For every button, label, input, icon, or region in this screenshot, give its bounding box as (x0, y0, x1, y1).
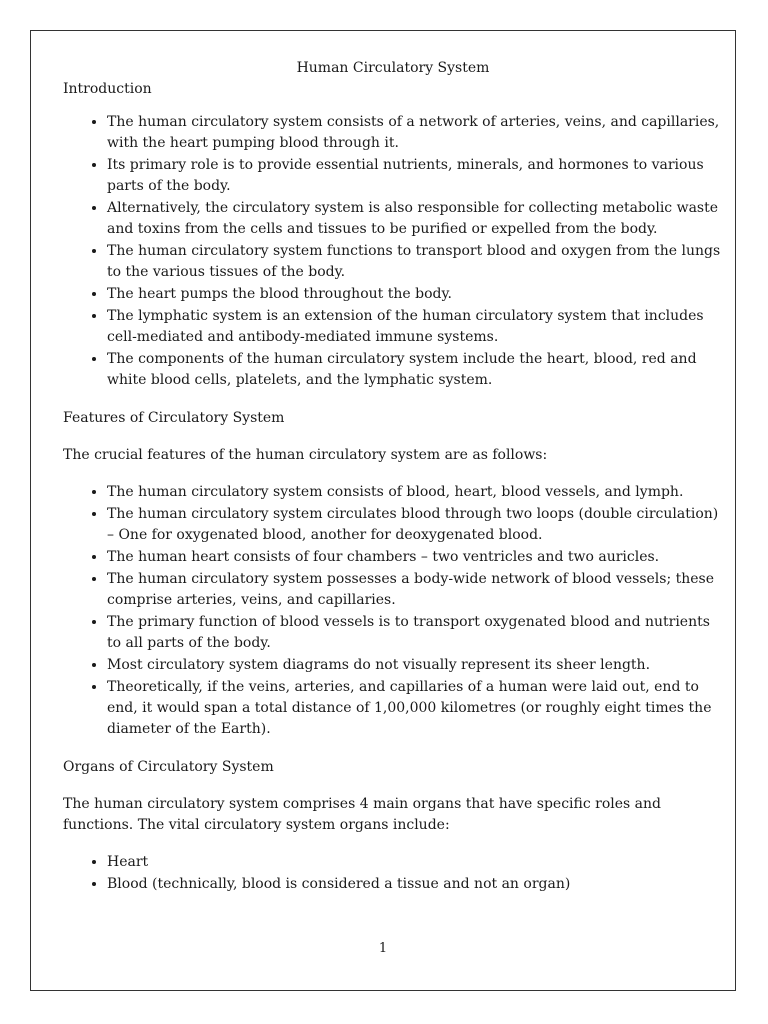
list-item: • The heart pumps the blood throughout the body. (107, 284, 723, 305)
features-list (63, 482, 723, 740)
list-item: • The human circulatory system consists of blood, heart, blood vessels, and lymph. (107, 482, 723, 503)
list-item: • The lymphatic system is an extension of the human circulatory system that includes cell-mediated and antibody-mediated immune systems. (107, 306, 723, 348)
list-item: • The human circulatory system consists of a network of arteries, veins, and capillaries, with the heart pumping blood through it. (107, 112, 723, 154)
section-heading-features: Features of Circulatory System (63, 410, 285, 426)
document-page (30, 30, 736, 991)
list-item: • Its primary role is to provide essential nutrients, minerals, and hormones to various parts of the body. (107, 155, 723, 197)
list-item: • Theoretically, if the veins, arteries, and capillaries of a human were laid out, end to end, it would span a total distance of 1,00,000 kilometres (or roughly eight times the diameter of the Earth). (107, 677, 723, 740)
section-heading-introduction: Introduction (63, 81, 152, 97)
list-item: • Most circulatory system diagrams do not visually represent its sheer length. (107, 655, 723, 676)
list-item: • Blood (technically, blood is considered a tissue and not an organ) (107, 874, 723, 895)
list-item: • The human circulatory system possesses a body-wide network of blood vessels; these comprise arteries, veins, and capillaries. (107, 569, 723, 611)
features-intro: The crucial features of the human circulatory system are as follows: (63, 447, 548, 463)
introduction-list (63, 112, 723, 391)
document-title: Human Circulatory System (296, 60, 490, 76)
organs-intro: The human circulatory system comprises 4 main organs that have specific roles and functions. The vital circulatory system organs include: (63, 796, 662, 833)
organs-list (63, 852, 723, 895)
list-item: • The human circulatory system circulates blood through two loops (double circulation) – One for oxygenated blood, another for deoxygenated blood. (107, 504, 723, 546)
section-heading-organs: Organs of Circulatory System (63, 759, 274, 775)
list-item: • The components of the human circulatory system include the heart, blood, red and white blood cells, platelets, and the lymphatic system. (107, 349, 723, 391)
list-item: • The human circulatory system functions to transport blood and oxygen from the lungs to the various tissues of the body. (107, 241, 723, 283)
document-content (63, 58, 723, 896)
page-number: 1 (378, 941, 388, 956)
list-item: • The primary function of blood vessels is to transport oxygenated blood and nutrients to all parts of the body. (107, 612, 723, 654)
list-item: • Heart (107, 852, 723, 873)
list-item: • The human heart consists of four chambers – two ventricles and two auricles. (107, 547, 723, 568)
list-item: • Alternatively, the circulatory system is also responsible for collecting metabolic waste and toxins from the cells and tissues to be purified or expelled from the body. (107, 198, 723, 240)
